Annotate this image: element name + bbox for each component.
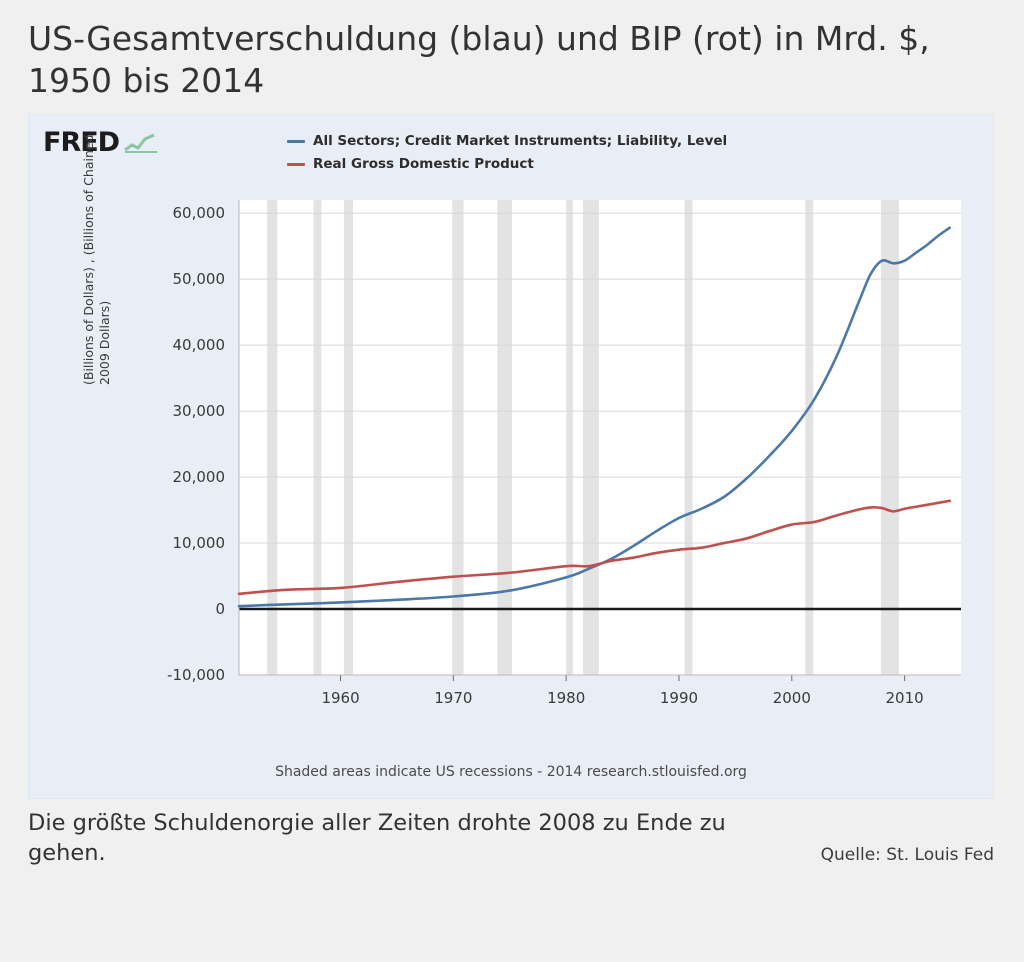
svg-text:50,000: 50,000: [172, 270, 225, 289]
svg-text:30,000: 30,000: [172, 402, 225, 421]
fred-chart-card: [28, 114, 994, 799]
svg-text:0: 0: [215, 600, 225, 619]
svg-text:1990: 1990: [659, 689, 699, 708]
svg-text:20,000: 20,000: [172, 468, 225, 487]
legend-label-gdp: Real Gross Domestic Product: [313, 156, 534, 173]
page-title: US-Gesamtverschuldung (blau) und BIP (rot) in Mrd. $, 1950 bis 2014: [28, 19, 930, 101]
plot-area: [29, 115, 995, 800]
y-axis-title: (Billions of Dollars) , (Billions of Chained 2009 Dollars): [81, 134, 112, 386]
caption-block: [28, 809, 994, 868]
svg-text:2000: 2000: [772, 689, 811, 708]
svg-text:60,000: 60,000: [172, 204, 225, 223]
source-credit: Quelle: St. Louis Fed: [820, 844, 994, 865]
svg-text:1980: 1980: [547, 689, 586, 708]
svg-text:-10,000: -10,000: [167, 666, 225, 685]
svg-text:1970: 1970: [434, 689, 473, 708]
svg-text:2010: 2010: [885, 689, 924, 708]
svg-text:10,000: 10,000: [172, 534, 225, 553]
svg-text:40,000: 40,000: [172, 336, 225, 355]
line-chart: [29, 115, 995, 800]
caption-line-1: Die größte Schuldenorgie aller Zeiten drohte 2008 zu Ende zu: [28, 810, 726, 837]
fred-logo-text: FRED: [43, 127, 120, 159]
svg-text:1960: 1960: [321, 689, 360, 708]
chart-footnote: Shaded areas indicate US recessions - 2014 research.stlouisfed.org: [275, 764, 747, 781]
legend-label-debt: All Sectors; Credit Market Instruments; Liability, Level: [313, 133, 728, 150]
caption-line-2: gehen.: [28, 839, 106, 866]
